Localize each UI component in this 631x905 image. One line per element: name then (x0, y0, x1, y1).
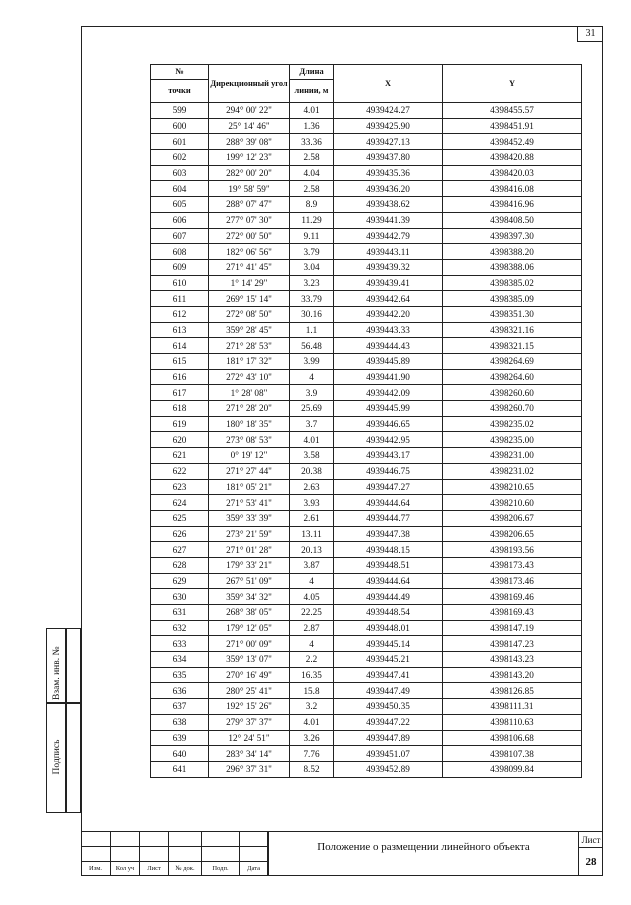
line-length: 4.05 (290, 589, 334, 605)
signature-value (66, 703, 81, 813)
coord-y: 4398231.02 (443, 463, 582, 479)
point-number: 603 (151, 165, 209, 181)
line-length: 7.76 (290, 746, 334, 762)
direction-angle: 272° 08' 50" (209, 306, 290, 322)
direction-angle: 288° 39' 08" (209, 134, 290, 150)
line-length: 3.23 (290, 275, 334, 291)
point-number: 607 (151, 228, 209, 244)
coord-y: 4398231.00 (443, 448, 582, 464)
coordinates-table (150, 64, 582, 778)
line-length: 3.26 (290, 730, 334, 746)
point-number: 632 (151, 620, 209, 636)
direction-angle: 272° 00' 50" (209, 228, 290, 244)
replacement-inventory-label: Взам. инв. № (52, 646, 62, 700)
coord-y: 4398235.00 (443, 432, 582, 448)
coord-x: 4939444.77 (334, 510, 443, 526)
coord-x: 4939439.32 (334, 259, 443, 275)
coord-y: 4398264.60 (443, 369, 582, 385)
line-length: 3.99 (290, 354, 334, 370)
line-length: 13.11 (290, 526, 334, 542)
coord-x: 4939452.89 (334, 761, 443, 777)
direction-angle: 359° 34' 32" (209, 589, 290, 605)
top-page-number: 31 (577, 26, 603, 42)
direction-angle: 277° 07' 30" (209, 212, 290, 228)
direction-angle: 181° 05' 21" (209, 479, 290, 495)
table-row (151, 212, 582, 228)
table-row (151, 605, 582, 621)
table-row (151, 259, 582, 275)
line-length: 3.04 (290, 259, 334, 275)
coord-y: 4398451.91 (443, 118, 582, 134)
line-length: 22.25 (290, 605, 334, 621)
coord-x: 4939443.17 (334, 448, 443, 464)
point-number: 614 (151, 338, 209, 354)
direction-angle: 25° 14' 46" (209, 118, 290, 134)
coord-x: 4939447.27 (334, 479, 443, 495)
coord-y: 4398169.46 (443, 589, 582, 605)
table-row (151, 181, 582, 197)
point-number: 630 (151, 589, 209, 605)
revision-grid (81, 832, 268, 876)
point-number: 619 (151, 416, 209, 432)
coord-y: 4398193.56 (443, 542, 582, 558)
point-number: 616 (151, 369, 209, 385)
direction-angle: 179° 33' 21" (209, 557, 290, 573)
header-y: Y (443, 65, 582, 103)
coord-y: 4398408.50 (443, 212, 582, 228)
coord-x: 4939444.64 (334, 495, 443, 511)
point-number: 620 (151, 432, 209, 448)
coord-y: 4398260.60 (443, 385, 582, 401)
coord-x: 4939448.15 (334, 542, 443, 558)
line-length: 33.79 (290, 291, 334, 307)
point-number: 604 (151, 181, 209, 197)
coord-y: 4398111.31 (443, 699, 582, 715)
line-length: 8.9 (290, 197, 334, 213)
table-row (151, 306, 582, 322)
coord-y: 4398147.19 (443, 620, 582, 636)
table-row (151, 448, 582, 464)
coord-y: 4398173.46 (443, 573, 582, 589)
coord-x: 4939446.75 (334, 463, 443, 479)
direction-angle: 273° 08' 53" (209, 432, 290, 448)
label-kol: Кол уч (111, 862, 140, 876)
line-length: 3.9 (290, 385, 334, 401)
table-row (151, 432, 582, 448)
table-row (151, 463, 582, 479)
coord-x: 4939437.80 (334, 150, 443, 166)
table-row (151, 761, 582, 777)
direction-angle: 282° 00' 20" (209, 165, 290, 181)
table-row (151, 291, 582, 307)
coord-y: 4398143.23 (443, 652, 582, 668)
coord-y: 4398235.02 (443, 416, 582, 432)
coord-x: 4939438.62 (334, 197, 443, 213)
direction-angle: 280° 25' 41" (209, 683, 290, 699)
line-length: 4 (290, 369, 334, 385)
point-number: 640 (151, 746, 209, 762)
signature-label: Подпись (52, 739, 62, 775)
table-row (151, 103, 582, 119)
coord-x: 4939451.07 (334, 746, 443, 762)
coord-y: 4398385.09 (443, 291, 582, 307)
replacement-inventory-value (66, 628, 81, 703)
coord-y: 4398321.16 (443, 322, 582, 338)
point-number: 626 (151, 526, 209, 542)
header-angle: Дирекционный угол (209, 65, 290, 103)
direction-angle: 270° 16' 49" (209, 667, 290, 683)
coord-x: 4939448.54 (334, 605, 443, 621)
point-number: 621 (151, 448, 209, 464)
header-x: X (334, 65, 443, 103)
coord-y: 4398106.68 (443, 730, 582, 746)
point-number: 635 (151, 667, 209, 683)
coord-x: 4939447.49 (334, 683, 443, 699)
direction-angle: 267° 51' 09" (209, 573, 290, 589)
direction-angle: 359° 13' 07" (209, 652, 290, 668)
coord-y: 4398416.96 (443, 197, 582, 213)
coord-x: 4939447.89 (334, 730, 443, 746)
table-row (151, 636, 582, 652)
direction-angle: 272° 43' 10" (209, 369, 290, 385)
table-body (151, 103, 582, 778)
coord-x: 4939435.36 (334, 165, 443, 181)
line-length: 30.16 (290, 306, 334, 322)
coord-x: 4939425.90 (334, 118, 443, 134)
coord-x: 4939442.20 (334, 306, 443, 322)
line-length: 3.7 (290, 416, 334, 432)
table-row (151, 385, 582, 401)
direction-angle: 271° 41' 45" (209, 259, 290, 275)
point-number: 633 (151, 636, 209, 652)
direction-angle: 296° 37' 31" (209, 761, 290, 777)
coord-x: 4939448.01 (334, 620, 443, 636)
coord-x: 4939436.20 (334, 181, 443, 197)
direction-angle: 1° 14' 29" (209, 275, 290, 291)
line-length: 2.2 (290, 652, 334, 668)
coord-y: 4398420.88 (443, 150, 582, 166)
title-block (81, 831, 603, 876)
line-length: 25.69 (290, 401, 334, 417)
label-izm: Изм. (81, 862, 111, 876)
coord-x: 4939444.43 (334, 338, 443, 354)
table-row (151, 401, 582, 417)
point-number: 623 (151, 479, 209, 495)
point-number: 618 (151, 401, 209, 417)
point-number: 637 (151, 699, 209, 715)
coord-x: 4939445.99 (334, 401, 443, 417)
table-row (151, 275, 582, 291)
table-row (151, 322, 582, 338)
direction-angle: 269° 15' 14" (209, 291, 290, 307)
coord-y: 4398126.85 (443, 683, 582, 699)
line-length: 3.93 (290, 495, 334, 511)
direction-angle: 12° 24' 51" (209, 730, 290, 746)
line-length: 33.36 (290, 134, 334, 150)
direction-angle: 271° 28' 53" (209, 338, 290, 354)
line-length: 2.63 (290, 479, 334, 495)
line-length: 56.48 (290, 338, 334, 354)
coord-x: 4939442.95 (334, 432, 443, 448)
coord-x: 4939442.64 (334, 291, 443, 307)
coord-x: 4939442.09 (334, 385, 443, 401)
coord-x: 4939441.39 (334, 212, 443, 228)
signature-stamp (46, 703, 66, 813)
table-row (151, 589, 582, 605)
direction-angle: 283° 34' 14" (209, 746, 290, 762)
direction-angle: 271° 00' 09" (209, 636, 290, 652)
coord-x: 4939446.65 (334, 416, 443, 432)
coord-x: 4939447.41 (334, 667, 443, 683)
table-row (151, 573, 582, 589)
direction-angle: 273° 21' 59" (209, 526, 290, 542)
table-row (151, 557, 582, 573)
line-length: 4.01 (290, 432, 334, 448)
coord-x: 4939443.33 (334, 322, 443, 338)
table-row (151, 730, 582, 746)
table-row (151, 416, 582, 432)
point-number: 631 (151, 605, 209, 621)
coord-x: 4939445.14 (334, 636, 443, 652)
coord-y: 4398388.20 (443, 244, 582, 260)
line-length: 4.04 (290, 165, 334, 181)
point-number: 625 (151, 510, 209, 526)
coord-y: 4398388.06 (443, 259, 582, 275)
coord-y: 4398420.03 (443, 165, 582, 181)
coord-x: 4939442.79 (334, 228, 443, 244)
coord-y: 4398169.43 (443, 605, 582, 621)
point-number: 606 (151, 212, 209, 228)
line-length: 20.38 (290, 463, 334, 479)
direction-angle: 0° 19' 12" (209, 448, 290, 464)
coord-x: 4939444.64 (334, 573, 443, 589)
line-length: 9.11 (290, 228, 334, 244)
table-row (151, 667, 582, 683)
line-length: 3.87 (290, 557, 334, 573)
table-row (151, 244, 582, 260)
table-row (151, 746, 582, 762)
sheet-label: Лист (579, 832, 603, 848)
coord-y: 4398416.08 (443, 181, 582, 197)
coord-y: 4398210.60 (443, 495, 582, 511)
coord-x: 4939443.11 (334, 244, 443, 260)
direction-angle: 271° 53' 41" (209, 495, 290, 511)
coord-y: 4398385.02 (443, 275, 582, 291)
direction-angle: 359° 33' 39" (209, 510, 290, 526)
line-length: 2.87 (290, 620, 334, 636)
point-number: 617 (151, 385, 209, 401)
point-number: 622 (151, 463, 209, 479)
coord-y: 4398110.63 (443, 714, 582, 730)
point-number: 613 (151, 322, 209, 338)
table-row (151, 150, 582, 166)
direction-angle: 294° 00' 22" (209, 103, 290, 119)
point-number: 627 (151, 542, 209, 558)
coord-y: 4398264.69 (443, 354, 582, 370)
direction-angle: 279° 37' 37" (209, 714, 290, 730)
direction-angle: 180° 18' 35" (209, 416, 290, 432)
line-length: 2.58 (290, 181, 334, 197)
coord-y: 4398321.15 (443, 338, 582, 354)
point-number: 636 (151, 683, 209, 699)
point-number: 628 (151, 557, 209, 573)
point-number: 624 (151, 495, 209, 511)
table-row (151, 510, 582, 526)
table-row (151, 542, 582, 558)
coord-y: 4398455.57 (443, 103, 582, 119)
point-number: 608 (151, 244, 209, 260)
coord-y: 4398260.70 (443, 401, 582, 417)
coord-y: 4398107.38 (443, 746, 582, 762)
header-length-top: Длина (290, 65, 334, 80)
point-number: 610 (151, 275, 209, 291)
table-row (151, 526, 582, 542)
table-row (151, 354, 582, 370)
line-length: 4.01 (290, 714, 334, 730)
replacement-inventory-stamp (46, 628, 66, 703)
coord-x: 4939445.89 (334, 354, 443, 370)
table-row (151, 620, 582, 636)
coord-x: 4939450.35 (334, 699, 443, 715)
table-row (151, 495, 582, 511)
line-length: 2.58 (290, 150, 334, 166)
coord-y: 4398206.67 (443, 510, 582, 526)
table-row (151, 338, 582, 354)
line-length: 4 (290, 636, 334, 652)
coord-y: 4398147.23 (443, 636, 582, 652)
coord-y: 4398206.65 (443, 526, 582, 542)
line-length: 3.58 (290, 448, 334, 464)
line-length: 15.8 (290, 683, 334, 699)
direction-angle: 268° 38' 05" (209, 605, 290, 621)
table-row (151, 479, 582, 495)
line-length: 16.35 (290, 667, 334, 683)
point-number: 612 (151, 306, 209, 322)
direction-angle: 271° 28' 20" (209, 401, 290, 417)
coord-y: 4398452.49 (443, 134, 582, 150)
table-row (151, 699, 582, 715)
coord-x: 4939447.38 (334, 526, 443, 542)
coord-x: 4939427.13 (334, 134, 443, 150)
table-row (151, 197, 582, 213)
line-length: 3.2 (290, 699, 334, 715)
table-row (151, 683, 582, 699)
coord-y: 4398173.43 (443, 557, 582, 573)
direction-angle: 181° 17' 32" (209, 354, 290, 370)
header-num-bottom: точки (151, 80, 209, 103)
label-podp: Подп. (202, 862, 240, 876)
line-length: 4.01 (290, 103, 334, 119)
label-data: Дата (240, 862, 268, 876)
line-length: 1.1 (290, 322, 334, 338)
coord-y: 4398351.30 (443, 306, 582, 322)
direction-angle: 179° 12' 05" (209, 620, 290, 636)
table-row (151, 369, 582, 385)
point-number: 629 (151, 573, 209, 589)
point-number: 600 (151, 118, 209, 134)
direction-angle: 271° 27' 44" (209, 463, 290, 479)
direction-angle: 19° 58' 59" (209, 181, 290, 197)
point-number: 609 (151, 259, 209, 275)
coord-x: 4939448.51 (334, 557, 443, 573)
point-number: 634 (151, 652, 209, 668)
line-length: 20.13 (290, 542, 334, 558)
point-number: 641 (151, 761, 209, 777)
line-length: 1.36 (290, 118, 334, 134)
document-title: Положение о размещении линейного объекта (268, 832, 579, 876)
coord-x: 4939445.21 (334, 652, 443, 668)
line-length: 3.79 (290, 244, 334, 260)
coord-y: 4398143.20 (443, 667, 582, 683)
label-ndok: № док. (169, 862, 202, 876)
coord-y: 4398099.84 (443, 761, 582, 777)
point-number: 599 (151, 103, 209, 119)
direction-angle: 192° 15' 26" (209, 699, 290, 715)
point-number: 602 (151, 150, 209, 166)
table-row (151, 652, 582, 668)
point-number: 601 (151, 134, 209, 150)
point-number: 638 (151, 714, 209, 730)
line-length: 4 (290, 573, 334, 589)
header-length-bottom: линии, м (290, 80, 334, 103)
coord-x: 4939447.22 (334, 714, 443, 730)
table-row (151, 714, 582, 730)
sheet-number: 28 (585, 856, 597, 868)
table-row (151, 118, 582, 134)
direction-angle: 182° 06' 56" (209, 244, 290, 260)
header-num-top: № (151, 65, 209, 80)
coord-x: 4939444.49 (334, 589, 443, 605)
label-list: Лист (140, 862, 169, 876)
table-row (151, 165, 582, 181)
coord-y: 4398210.65 (443, 479, 582, 495)
line-length: 2.61 (290, 510, 334, 526)
coord-x: 4939424.27 (334, 103, 443, 119)
direction-angle: 288° 07' 47" (209, 197, 290, 213)
point-number: 605 (151, 197, 209, 213)
point-number: 639 (151, 730, 209, 746)
table-row (151, 228, 582, 244)
direction-angle: 199° 12' 23" (209, 150, 290, 166)
line-length: 8.52 (290, 761, 334, 777)
coord-y: 4398397.30 (443, 228, 582, 244)
point-number: 611 (151, 291, 209, 307)
direction-angle: 271° 01' 28" (209, 542, 290, 558)
table-row (151, 134, 582, 150)
line-length: 11.29 (290, 212, 334, 228)
point-number: 615 (151, 354, 209, 370)
direction-angle: 1° 28' 08" (209, 385, 290, 401)
coord-x: 4939439.41 (334, 275, 443, 291)
coord-x: 4939441.90 (334, 369, 443, 385)
direction-angle: 359° 28' 45" (209, 322, 290, 338)
